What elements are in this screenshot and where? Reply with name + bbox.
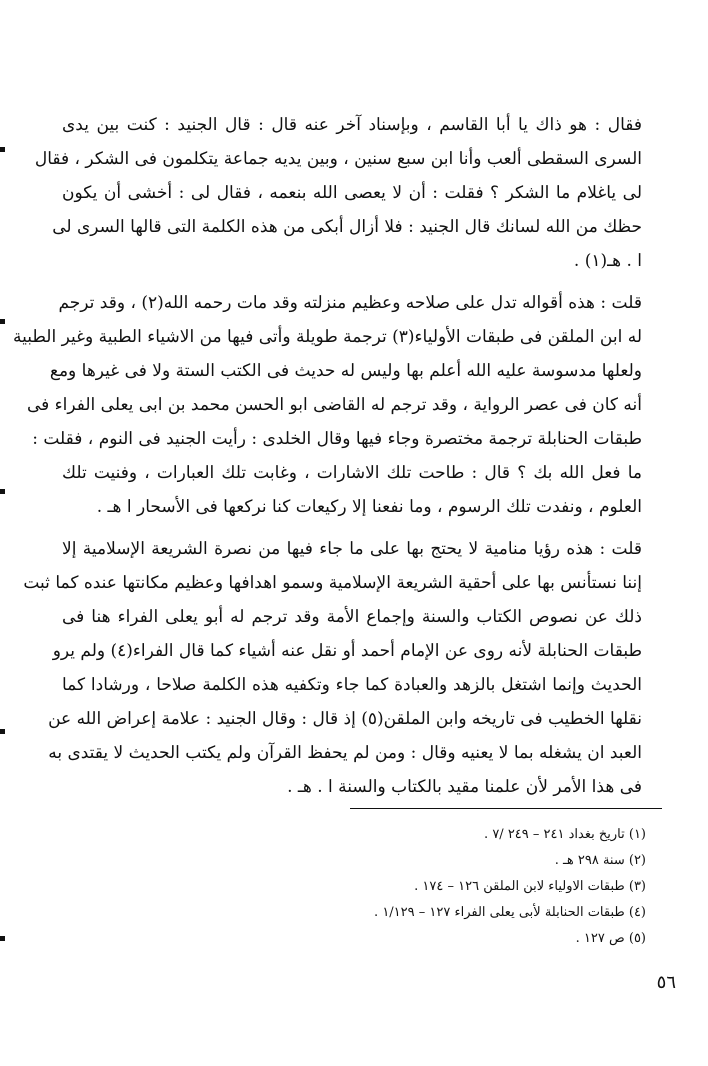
- text-line: قلت : هذه رؤيا منامية لا يحتج بها على ما جاء فيها من نصرة الشريعة الإسلامية إلا: [62, 539, 642, 559]
- text-line: له ابن الملقن فى طبقات الأولياء(٣) ترجمة طويلة وأتى فيها من الاشياء الطبية وغير الطبية: [12, 327, 642, 347]
- margin-mark: [0, 319, 5, 324]
- text-line: ولعلها مدسوسة عليه الله أعلم بها وليس له حديث فى الكتب الستة ولا فى غيرها ومع: [49, 361, 642, 381]
- footnote: (٣) طبقات الاولياء لابن الملقن ١٢٦ – ١٧٤ .: [414, 879, 646, 894]
- footnote: (٤) طبقات الحنابلة لأبى يعلى الفراء ١٢٧ – ١/١٢٩ .: [374, 905, 646, 920]
- page-number: ٥٦: [656, 972, 676, 993]
- paragraph-3: [23, 532, 642, 804]
- text-line: نقلها الخطيب فى تاريخه وابن الملقن(٥) إذ قال : وقال الجنيد : علامة إعراض الله عن: [48, 709, 642, 729]
- text-line: الحديث وإنما اشتغل بالزهد والعبادة كما جاء وتكفيه هذه الكلمة صلاحا ، ورشادا كما: [62, 675, 642, 695]
- margin-mark: [0, 489, 5, 494]
- margin-mark: [0, 147, 5, 152]
- text-line: طبقات الحنابلة لأنه روى عن الإمام أحمد أو نقل عنه أشياء كما قال الفراء(٤) ولم يرو: [52, 641, 642, 661]
- footnote: (٢) سنة ٢٩٨ هـ .: [554, 853, 646, 868]
- footnote-separator: [350, 808, 662, 809]
- paragraph-2: [12, 286, 642, 524]
- margin-mark: [0, 729, 5, 734]
- text-line: العبد ان يشغله بما لا يعنيه وقال : ومن لم يحفظ القرآن ولم يكتب الحديث لا يقتدى به: [48, 743, 642, 763]
- text-line: إننا نستأنس بها على أحقية الشريعة الإسلامية وسمو اهدافها وعظيم مكانتها عنده كما ثبت: [23, 573, 642, 593]
- text-line: قلت : هذه أقواله تدل على صلاحه وعظيم منزلته وقد مات رحمه الله(٢) ، وقد ترجم: [58, 293, 642, 313]
- text-line: لى ياغلام ما الشكر ؟ فقلت : أن لا يعصى الله بنعمه ، فقال لى : أخشى أن يكون: [62, 183, 642, 203]
- text-line: حظك من الله لسانك قال الجنيد : فلا أزال أبكى من هذه الكلمة التى قالها السرى لى: [52, 217, 642, 237]
- footnotes: [200, 822, 646, 952]
- text-line: العلوم ، ونفدت تلك الرسوم ، وما نفعنا إلا ركيعات كنا نركعها فى الأسحار ا هـ .: [96, 497, 642, 517]
- text-line: أنه كان فى عصر الرواية ، وقد ترجم له القاضى ابو الحسن محمد بن ابى يعلى الفراء فى: [26, 395, 642, 415]
- text-line: فقال : هو ذاك يا أبا القاسم ، وبإسناد آخر عنه قال : قال الجنيد : كنت بين يدى: [62, 115, 642, 135]
- text-line: طبقات الحنابلة ترجمة مختصرة وجاء فيها وقال الخلدى : رأيت الجنيد فى النوم ، فقلت :: [32, 429, 642, 449]
- paragraph-1: [34, 108, 642, 278]
- main-text: [12, 108, 642, 804]
- text-line: ذلك عن نصوص الكتاب والسنة وإجماع الأمة وقد ترجم له أبو يعلى الفراء هنا فى: [62, 607, 642, 627]
- paragraph-gap: [62, 278, 642, 286]
- paragraph-gap: [62, 524, 642, 532]
- text-line: ا . هـ(١) .: [573, 251, 642, 271]
- text-line: ما فعل الله بك ؟ قال : طاحت تلك الاشارات ، وغابت تلك العبارات ، وفنيت تلك: [62, 463, 642, 483]
- footnote: (١) تاريخ بغداد ٢٤١ – ٢٤٩ /٧ .: [484, 827, 646, 842]
- footnote: (٥) ص ١٢٧ .: [575, 931, 646, 946]
- text-line: فى هذا الأمر لأن علمنا مقيد بالكتاب والسنة ا . هـ .: [287, 777, 642, 797]
- margin-mark: [0, 936, 5, 941]
- text-line: السرى السقطى ألعب وأنا ابن سبع سنين ، وبين يديه جماعة يتكلمون فى الشكر ، فقال: [34, 149, 642, 169]
